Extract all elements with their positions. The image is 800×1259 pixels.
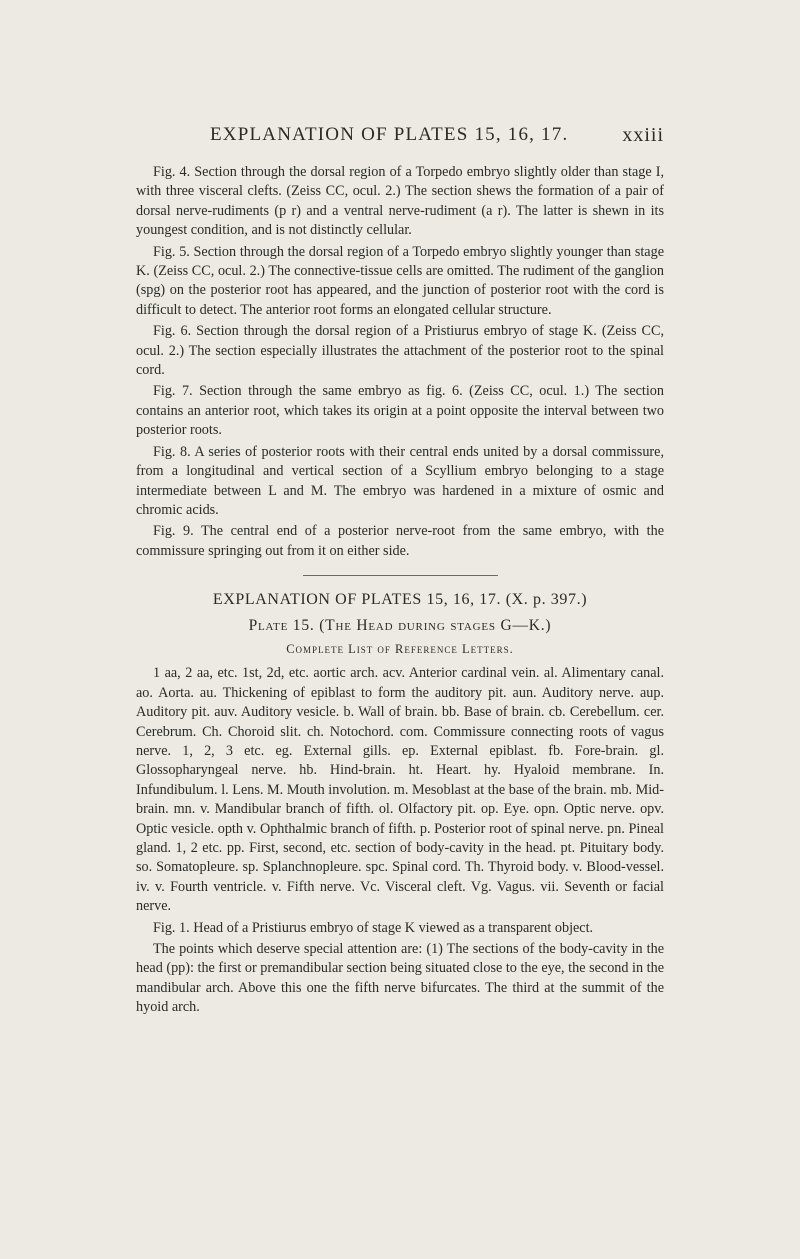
fig-6-description: Fig. 6. Section through the dorsal region of a Pristiurus embryo of stage K. (Zeiss CC, ocul. 2.) The section especially illustrates the attachment of the posterior root to the spinal cord. xyxy=(136,323,664,379)
fig-8-description: Fig. 8. A series of posterior roots with their central ends united by a dorsal commissure, from a longitudinal and vertical section of a Scyllium embryo belonging to a stage intermediate between L and M. The embryo was hardened in a mixture of osmic and chromic acids. xyxy=(136,443,664,518)
page-number: xxiii xyxy=(622,124,664,146)
reference-letters: 1 aa, 2 aa, etc. 1st, 2d, etc. aortic arch. acv. Anterior cardinal vein. al. Alimentary canal. ao. Aorta. au. Thickening of epiblast to form the auditory pit. aun. Auditory nerve. aup. Auditory pit. auv. Auditory vesicle. b. Wall of brain. bb. Base of brain. cb. Cerebellum. cer. Cerebrum. Ch. Choroid slit. ch. Notochord. com. Commissure connecting roots of vagus nerve. 1, 2, 3 etc. eg. External gills. ep. External epiblast. fb. Fore-brain. gl. Glossopharyngeal nerve. hb. Hind-brain. ht. Heart. hy. Hyaloid membrane. In. Infundibulum. l. Lens. M. Mouth involution. m. Mesoblast at the base of the brain. mb. Mid-brain. mn. v. Mandibular branch of fifth. ol. Olfactory pit. op. Eye. opn. Optic nerve. opv. Optic vesicle. opth v. Ophthalmic branch of fifth. p. Posterior root of spinal nerve. pn. Pineal gland. 1, 2 etc. pp. First, second, etc. section of body-cavity in the head. pt. Pituitary body. so. Somatopleure. sp. Splanchnopleure. spc. Spinal cord. Th. Thyroid body. v. Blood-vessel. iv. v. Fourth ventricle. v. Fifth nerve. Vc. Visceral cleft. Vg. Vagus. vii. Seventh or facial nerve. xyxy=(136,665,664,915)
fig-5-description: Fig. 5. Section through the dorsal region of a Torpedo embryo slightly younger than stage K. (Zeiss CC, ocul. 2.) The connective-tissue cells are omitted. The rudiment of the ganglion (spg) on the posterior root has appeared, and the junction of posterior root with the cord is difficult to detect. The anterior root forms an elongated cellular structure. xyxy=(136,243,664,318)
section-divider xyxy=(303,575,498,576)
fig-9-description: Fig. 9. The central end of a posterior nerve-root from the same embryo, with the commissure springing out from it on either side. xyxy=(136,523,664,559)
fig-7-description: Fig. 7. Section through the same embryo as fig. 6. (Zeiss CC, ocul. 1.) The section contains an anterior root, which takes its origin at a point opposite the interval between two posterior roots. xyxy=(136,383,664,439)
running-head-title: EXPLANATION OF PLATES 15, 16, 17. xyxy=(210,124,569,145)
plate-title: Plate 15. (The Head during stages G—K.) xyxy=(248,616,552,634)
body-text xyxy=(136,163,664,1018)
running-head xyxy=(0,124,800,154)
fig-1-description: Fig. 1. Head of a Pristiurus embryo of stage K viewed as a transparent object. xyxy=(153,919,594,936)
section-title: EXPLANATION OF PLATES 15, 16, 17. (X. p. 397.) xyxy=(212,591,588,609)
reference-list-title: Complete List of Reference Letters. xyxy=(286,641,514,656)
fig-4-description: Fig. 4. Section through the dorsal region of a Torpedo embryo slightly older than stage I, with three visceral clefts. (Zeiss CC, ocul. 2.) The section shews the formation of a pair of dorsal nerve-rudiments (p r) and a ventral nerve-rudiment (a r). The latter is shewn in its youngest condition, and is not distinctly cellular. xyxy=(136,164,664,239)
fig-1-note: The points which deserve special attention are: (1) The sections of the body-cavity in the head (pp): the first or premandibular section being situated close to the eye, the second in the mandibular arch. Above this one the fifth nerve bifurcates. The third at the summit of the hyoid arch. xyxy=(136,941,664,1016)
